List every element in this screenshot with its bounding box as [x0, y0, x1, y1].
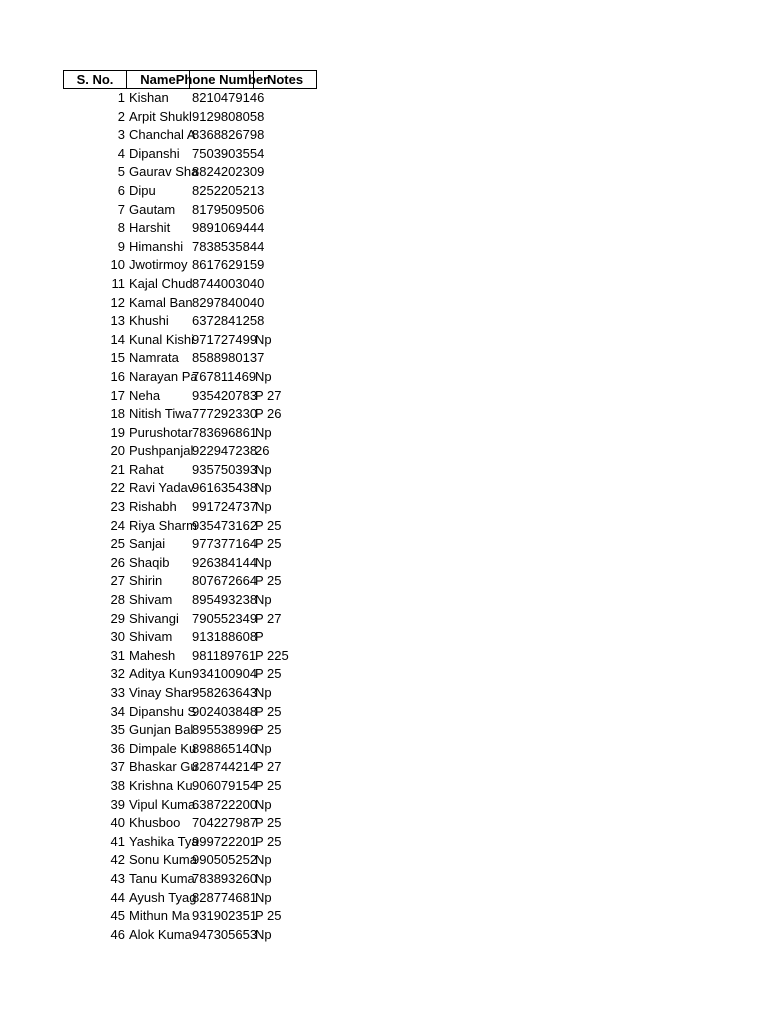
cell-name: Gautam	[129, 201, 176, 217]
table-row	[63, 163, 363, 182]
table-row	[63, 498, 363, 517]
cell-phone: 8824202309	[192, 164, 265, 180]
cell-phone: 902403848	[192, 703, 258, 719]
cell-sno: 23	[110, 499, 125, 515]
cell-sno: 4	[117, 145, 125, 161]
cell-phone: 898865140	[192, 740, 258, 756]
cell-notes	[254, 145, 317, 164]
cell-phone: 790552349	[192, 610, 258, 626]
table-row	[63, 238, 363, 257]
table-row	[63, 387, 363, 406]
cell-phone: 991724737	[192, 499, 258, 515]
cell-phone: 8210479146	[192, 90, 265, 105]
cell-sno: 8	[117, 220, 125, 236]
cell-sno: 43	[110, 870, 125, 886]
cell-name: Kishan	[129, 90, 169, 105]
cell-notes: P 25	[255, 815, 282, 831]
cell-name: Dipu	[129, 182, 156, 198]
cell-sno: 29	[110, 610, 125, 626]
table-row	[63, 89, 363, 108]
cell-phone: 895493238	[192, 592, 258, 608]
cell-sno: 17	[110, 387, 125, 403]
cell-phone: 828744214	[192, 759, 258, 775]
cell-notes: P 225	[255, 647, 289, 663]
cell-notes	[254, 219, 317, 238]
table-row	[63, 740, 363, 759]
cell-sno: 5	[117, 164, 125, 180]
cell-name: Vinay Shar	[129, 685, 193, 700]
header-row	[63, 70, 363, 89]
table-row	[63, 368, 363, 387]
cell-sno: 36	[110, 740, 125, 756]
cell-name: Rishabh	[129, 499, 177, 515]
cell-phone: 990505252	[192, 852, 258, 868]
cell-sno: 35	[110, 722, 125, 738]
table-row	[63, 703, 363, 722]
cell-notes	[254, 312, 317, 331]
table-row	[63, 182, 363, 201]
cell-sno: 41	[110, 833, 125, 849]
cell-notes: P	[255, 629, 264, 645]
cell-notes: Np	[255, 796, 272, 812]
cell-phone: 961635438	[192, 480, 258, 496]
cell-name: Pushpanjal	[129, 443, 194, 459]
table-row	[63, 851, 363, 870]
spreadsheet-table	[63, 70, 363, 944]
cell-notes: P 26	[255, 406, 282, 422]
table-row	[63, 108, 363, 127]
cell-phone: 999722201	[192, 833, 258, 849]
cell-sno: 12	[110, 294, 125, 310]
table-row	[63, 870, 363, 889]
cell-sno: 31	[110, 647, 125, 663]
table-row	[63, 405, 363, 424]
table-row	[63, 777, 363, 796]
table-row	[63, 201, 363, 220]
cell-notes: Np	[255, 740, 272, 756]
cell-name: Sonu Kuma	[129, 852, 197, 868]
table-row	[63, 275, 363, 294]
cell-name: Riya Sharm	[129, 517, 197, 533]
cell-notes: Np	[255, 592, 272, 608]
cell-phone: 6372841258	[192, 313, 265, 329]
cell-notes: P 25	[255, 573, 282, 589]
cell-name: Krishna Ku	[129, 777, 193, 793]
cell-name: Aditya Kun	[129, 666, 192, 682]
cell-sno: 46	[110, 926, 125, 942]
cell-notes	[254, 238, 317, 257]
cell-phone: 704227987	[192, 815, 258, 831]
cell-sno: 20	[110, 443, 125, 459]
cell-name: Arpit Shukl	[129, 108, 192, 124]
table-row	[63, 628, 363, 647]
cell-name: Dipanshu S	[129, 703, 197, 719]
table-row	[63, 461, 363, 480]
cell-notes: Np	[255, 424, 272, 440]
table-row	[63, 126, 363, 145]
cell-notes: Np	[255, 852, 272, 868]
table-row	[63, 294, 363, 313]
cell-name: Chanchal A	[129, 127, 196, 143]
cell-sno: 30	[110, 629, 125, 645]
cell-phone: 958263643	[192, 685, 258, 700]
table-row	[63, 814, 363, 833]
cell-phone: 7838535844	[192, 238, 265, 254]
table-row	[63, 647, 363, 666]
cell-sno: 7	[117, 201, 125, 217]
table-body	[63, 89, 363, 944]
cell-sno: 39	[110, 796, 125, 812]
cell-notes	[254, 256, 317, 275]
cell-phone: 947305653	[192, 926, 258, 942]
cell-sno: 22	[110, 480, 125, 496]
cell-notes: P 25	[255, 777, 282, 793]
cell-sno: 16	[110, 368, 125, 384]
table-row	[63, 219, 363, 238]
cell-name: Ravi Yadav	[129, 480, 195, 496]
table-row	[63, 256, 363, 275]
cell-phone: 8297840040	[192, 294, 265, 310]
table-row	[63, 535, 363, 554]
table-row	[63, 442, 363, 461]
cell-phone: 931902351	[192, 908, 258, 924]
cell-sno: 18	[110, 406, 125, 422]
table-row	[63, 889, 363, 908]
cell-name: Alok Kuma	[129, 926, 192, 942]
cell-phone: 935420783	[192, 387, 258, 403]
cell-sno: 6	[117, 182, 125, 198]
cell-notes	[254, 89, 317, 108]
cell-name: Nitish Tiwa	[129, 406, 192, 422]
cell-sno: 24	[110, 517, 125, 533]
cell-sno: 1	[117, 90, 125, 105]
cell-name: Gunjan Bal	[129, 722, 194, 738]
cell-name: Shaqib	[129, 554, 170, 570]
cell-notes	[254, 275, 317, 294]
cell-sno: 27	[110, 573, 125, 589]
cell-name: Harshit	[129, 220, 171, 236]
cell-name: Vipul Kuma	[129, 796, 196, 812]
cell-name: Narayan Pa	[129, 368, 198, 384]
cell-sno: 33	[110, 685, 125, 700]
cell-sno: 9	[117, 238, 125, 254]
cell-notes: P 27	[255, 387, 282, 403]
cell-phone: 895538996	[192, 722, 258, 738]
cell-sno: 3	[117, 127, 125, 143]
cell-sno: 21	[110, 461, 125, 477]
cell-notes: P 25	[255, 908, 282, 924]
cell-phone: 8179509506	[192, 201, 265, 217]
cell-phone: 8744003040	[192, 275, 265, 291]
cell-name: Mithun Ma	[129, 908, 190, 924]
cell-notes: Np	[255, 926, 272, 942]
cell-notes	[254, 294, 317, 313]
cell-phone: 807672664	[192, 573, 258, 589]
table-row	[63, 907, 363, 926]
cell-notes: P 25	[255, 517, 282, 533]
cell-name: Shivangi	[129, 610, 179, 626]
table-row	[63, 610, 363, 629]
cell-name: Sanjai	[129, 536, 166, 552]
cell-sno: 19	[110, 424, 125, 440]
cell-phone: 638722200	[192, 796, 258, 812]
cell-name: Dimpale Ku	[129, 740, 197, 756]
table-row	[63, 349, 363, 368]
cell-sno: 28	[110, 592, 125, 608]
table-row	[63, 572, 363, 591]
cell-notes: P 25	[255, 703, 282, 719]
cell-sno: 25	[110, 536, 125, 552]
cell-name: Khushi	[129, 313, 169, 329]
cell-name: Shivam	[129, 592, 173, 608]
cell-sno: 37	[110, 759, 125, 775]
cell-name: Tanu Kuma	[129, 870, 195, 886]
cell-sno: 44	[110, 889, 125, 905]
header-name: Name	[127, 70, 190, 89]
cell-name: Purushotar	[129, 424, 193, 440]
cell-phone: 8617629159	[192, 257, 265, 273]
cell-notes	[254, 201, 317, 220]
cell-notes	[254, 126, 317, 145]
header-phone	[175, 70, 269, 89]
cell-sno: 42	[110, 852, 125, 868]
cell-sno: 45	[110, 908, 125, 924]
cell-phone: 906079154	[192, 777, 258, 793]
cell-phone: 935473162	[192, 517, 258, 533]
table-row	[63, 926, 363, 945]
cell-phone: 8368826798	[192, 127, 265, 143]
cell-name: Kunal Kishi	[129, 331, 195, 347]
cell-notes: Np	[255, 461, 272, 477]
cell-phone: 767811469	[192, 368, 257, 384]
cell-notes: Np	[255, 554, 272, 570]
cell-notes: Np	[255, 685, 272, 700]
cell-notes: 26	[255, 443, 270, 459]
table-row	[63, 424, 363, 443]
cell-name: Rahat	[129, 461, 164, 477]
cell-sno: 14	[110, 331, 125, 347]
cell-name: Shirin	[129, 573, 163, 589]
cell-name: Shivam	[129, 629, 173, 645]
header-phone-label: Phone Number	[175, 72, 269, 87]
cell-phone: 971727499	[192, 331, 258, 347]
cell-notes: P 25	[255, 666, 282, 682]
cell-name: Neha	[129, 387, 161, 403]
cell-notes: P 25	[255, 536, 282, 552]
cell-phone: 7503903554	[192, 145, 265, 161]
cell-name: Jwotirmoy	[129, 257, 188, 273]
table-row	[63, 665, 363, 684]
cell-notes	[254, 349, 317, 368]
cell-notes: P 27	[255, 759, 282, 775]
cell-name: Namrata	[129, 350, 179, 366]
cell-notes: P 25	[255, 722, 282, 738]
header-sno: S. No.	[63, 70, 127, 89]
cell-name: Bhaskar Gu	[129, 759, 198, 775]
table-row	[63, 721, 363, 740]
cell-name: Yashika Tya	[129, 833, 199, 849]
cell-name: Kamal Ban	[129, 294, 193, 310]
cell-notes	[254, 182, 317, 201]
cell-sno: 26	[110, 554, 125, 570]
cell-phone: 783696861	[192, 424, 258, 440]
cell-sno: 10	[110, 257, 125, 273]
cell-sno: 13	[110, 313, 125, 329]
cell-notes: P 27	[255, 610, 282, 626]
cell-phone: 828774681	[192, 889, 258, 905]
cell-phone: 777292330	[192, 406, 258, 422]
cell-phone: 935750393	[192, 461, 258, 477]
cell-notes	[254, 108, 317, 127]
cell-notes: Np	[255, 870, 272, 886]
cell-name: Ayush Tyag	[129, 889, 197, 905]
cell-notes	[254, 163, 317, 182]
cell-sno: 15	[110, 350, 125, 366]
cell-phone: 913188608	[192, 629, 258, 645]
cell-notes: Np	[255, 368, 272, 384]
table-row	[63, 312, 363, 331]
cell-phone: 8588980137	[192, 350, 265, 366]
table-row	[63, 479, 363, 498]
table-row	[63, 758, 363, 777]
cell-phone: 9129808058	[192, 108, 265, 124]
cell-phone: 9891069444	[192, 220, 265, 236]
cell-notes: Np	[255, 331, 272, 347]
table-row	[63, 833, 363, 852]
header-notes: Notes	[254, 70, 317, 89]
cell-name: Khusboo	[129, 815, 181, 831]
table-row	[63, 145, 363, 164]
cell-phone: 977377164	[192, 536, 258, 552]
cell-phone: 934100904	[192, 666, 258, 682]
cell-name: Gaurav Sha	[129, 164, 199, 180]
cell-notes: P 25	[255, 833, 282, 849]
table-row	[63, 331, 363, 350]
cell-phone: 926384144	[192, 554, 258, 570]
cell-sno: 11	[111, 275, 125, 291]
cell-phone: 8252205213	[192, 182, 265, 198]
table-row	[63, 796, 363, 815]
cell-notes: Np	[255, 480, 272, 496]
cell-name: Himanshi	[129, 238, 184, 254]
cell-name: Mahesh	[129, 647, 176, 663]
cell-phone: 981189761	[192, 647, 257, 663]
cell-sno: 2	[117, 108, 125, 124]
cell-sno: 34	[110, 703, 125, 719]
table-row	[63, 554, 363, 573]
cell-sno: 38	[110, 777, 125, 793]
cell-phone: 922947238	[192, 443, 258, 459]
cell-notes: Np	[255, 889, 272, 905]
cell-sno: 40	[110, 815, 125, 831]
table-row	[63, 684, 363, 703]
cell-phone: 783893260	[192, 870, 258, 886]
cell-sno: 32	[110, 666, 125, 682]
table-row	[63, 591, 363, 610]
table-row	[63, 517, 363, 536]
cell-notes: Np	[255, 499, 272, 515]
cell-name: Kajal Chud	[129, 275, 193, 291]
cell-name: Dipanshi	[129, 145, 180, 161]
